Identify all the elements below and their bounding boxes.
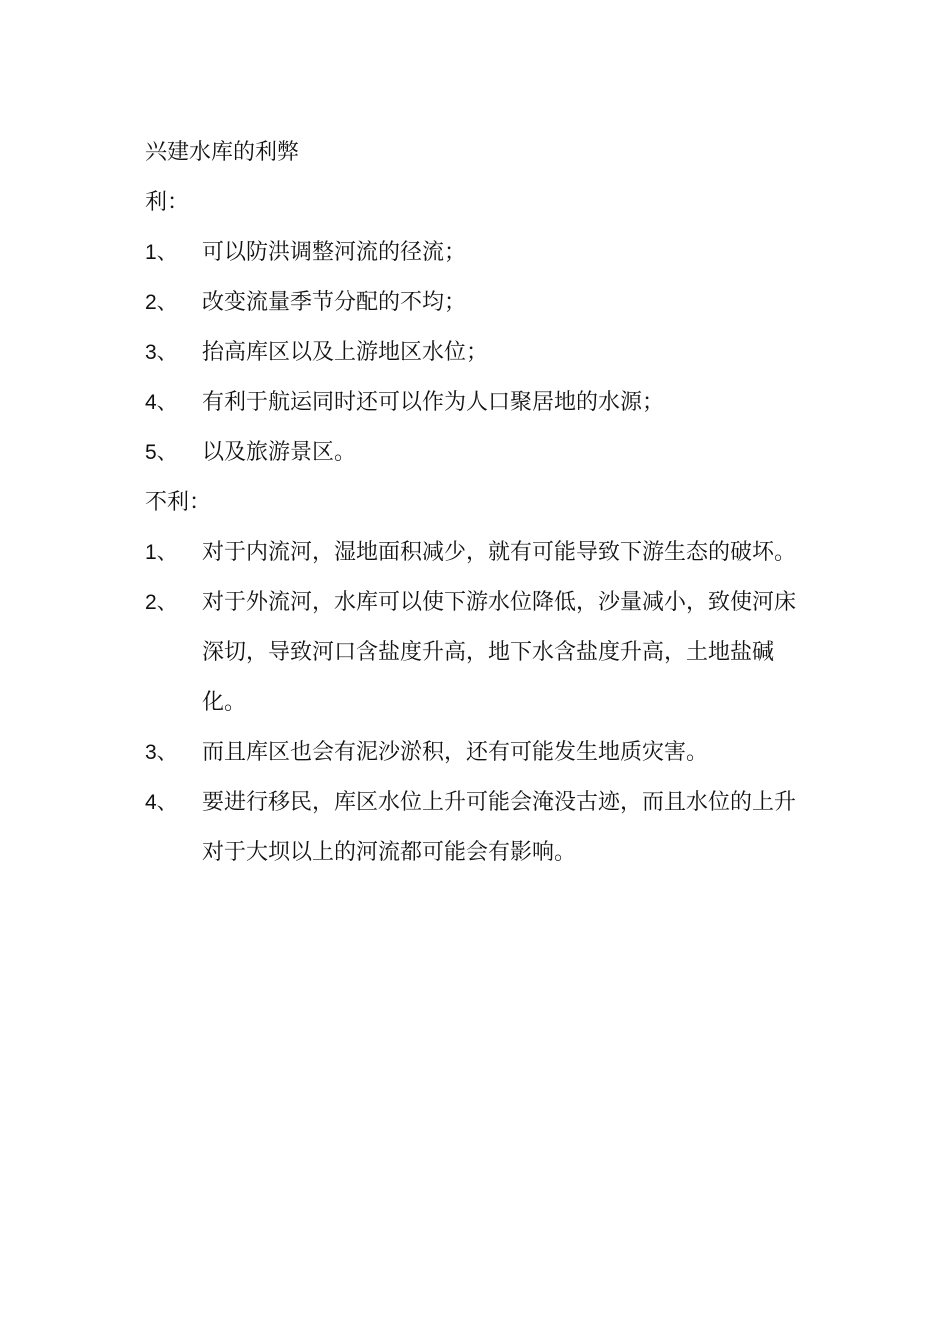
document-title: 兴建水库的利弊 xyxy=(145,140,300,165)
document-body xyxy=(145,128,810,878)
list-number: 4、 xyxy=(145,791,178,814)
list-number: 2、 xyxy=(145,291,178,314)
list-item xyxy=(145,428,810,478)
list-text: 抬高库区以及上游地区水位； xyxy=(202,340,489,365)
list-text: 以及旅游景区。 xyxy=(202,440,357,465)
pros-list xyxy=(145,228,810,478)
list-item xyxy=(145,728,810,778)
list-text: 有利于航运同时还可以作为人口聚居地的水源； xyxy=(202,390,665,415)
list-text: 对于外流河，水库可以使下游水位降低，沙量减小，致使河床深切，导致河口含盐度升高，地下水含盐度升高，土地盐碱化。 xyxy=(202,590,797,715)
list-item xyxy=(145,228,810,278)
list-item xyxy=(145,378,810,428)
list-item xyxy=(145,278,810,328)
list-number: 2、 xyxy=(145,591,178,614)
cons-list xyxy=(145,528,810,878)
list-item xyxy=(145,778,810,878)
list-item xyxy=(145,578,810,728)
list-number: 3、 xyxy=(145,741,178,764)
list-text: 对于内流河，湿地面积减少，就有可能导致下游生态的破坏。 xyxy=(202,540,797,565)
list-number: 5、 xyxy=(145,441,178,464)
pros-heading: 利： xyxy=(145,190,190,215)
cons-heading: 不利： xyxy=(145,490,212,515)
list-number: 4、 xyxy=(145,391,178,414)
list-number: 3、 xyxy=(145,341,178,364)
list-number: 1、 xyxy=(145,241,178,264)
list-item xyxy=(145,328,810,378)
list-number: 1、 xyxy=(145,541,178,564)
list-item xyxy=(145,528,810,578)
list-text: 可以防洪调整河流的径流； xyxy=(202,240,467,265)
list-text: 要进行移民，库区水位上升可能会淹没古迹，而且水位的上升对于大坝以上的河流都可能会有影响。 xyxy=(202,790,797,865)
list-text: 改变流量季节分配的不均； xyxy=(202,290,467,315)
list-text: 而且库区也会有泥沙淤积，还有可能发生地质灾害。 xyxy=(202,740,709,765)
